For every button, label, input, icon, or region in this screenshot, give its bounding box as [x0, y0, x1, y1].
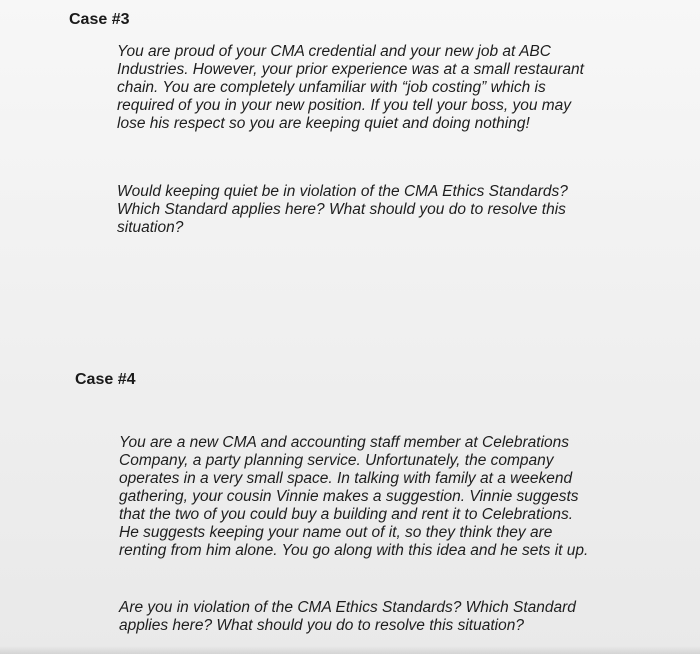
case-4-scenario-line: Company, a party planning service. Unfortunately, the company — [119, 452, 554, 469]
case-4-scenario — [119, 434, 588, 560]
paper-bottom-shadow — [0, 646, 700, 654]
case-3-scenario-line: required of you in your new position. If you tell your boss, you may — [117, 97, 572, 114]
case-4-question — [119, 599, 576, 635]
case-4-question-line: applies here? What should you do to resolve this situation? — [119, 617, 524, 634]
case-3-scenario-line: lose his respect so you are keeping quiet and doing nothing! — [117, 115, 530, 132]
case-3-question — [117, 183, 568, 237]
case-3-question-line: Which Standard applies here? What should you do to resolve this — [117, 201, 566, 218]
case-4-question-line: Are you in violation of the CMA Ethics Standards? Which Standard — [119, 599, 576, 616]
case-3-scenario-line: Industries. However, your prior experience was at a small restaurant — [117, 61, 584, 78]
case-4-scenario-line: gathering, your cousin Vinnie makes a suggestion. Vinnie suggests — [119, 488, 579, 505]
case-3-scenario-line: chain. You are completely unfamiliar with “job costing” which is — [117, 79, 546, 96]
case-3-scenario-line: You are proud of your CMA credential and your new job at ABC — [117, 43, 551, 60]
case-3-heading: Case #3 — [69, 11, 130, 28]
case-4-scenario-line: renting from him alone. You go along with this idea and he sets it up. — [119, 542, 589, 559]
case-4-heading: Case #4 — [75, 371, 136, 388]
case-4-scenario-line: You are a new CMA and accounting staff member at Celebrations — [119, 434, 570, 451]
case-4-scenario-line: that the two of you could buy a building and rent it to Celebrations. — [119, 506, 574, 523]
case-4-scenario-line: operates in a very small space. In talking with family at a weekend — [119, 470, 573, 487]
case-3-question-line: situation? — [117, 219, 184, 236]
case-4-scenario-line: He suggests keeping your name out of it, so they think they are — [119, 524, 553, 541]
case-3-scenario — [117, 43, 584, 133]
case-3-question-line: Would keeping quiet be in violation of the CMA Ethics Standards? — [117, 183, 568, 200]
